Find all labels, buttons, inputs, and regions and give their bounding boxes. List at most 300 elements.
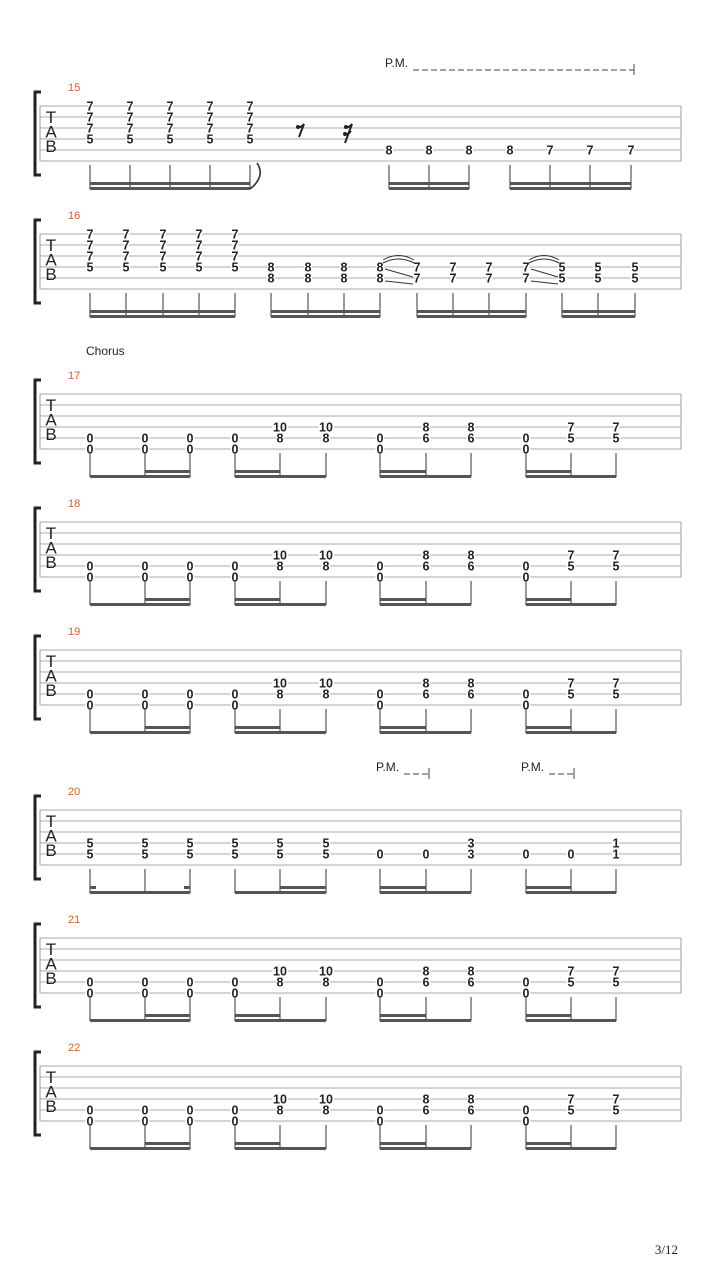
fret-number: 7 [567, 1092, 575, 1107]
beam-secondary [526, 726, 571, 729]
beam [526, 1019, 571, 1022]
fret-number: 5 [141, 847, 149, 862]
fret-number: 8 [467, 676, 475, 691]
fret-number: 5 [558, 260, 566, 275]
fret-number: 0 [186, 431, 194, 446]
fret-number: 8 [322, 1103, 330, 1118]
fret-number: 0 [86, 570, 94, 585]
fret-number: 7 [159, 227, 167, 242]
fret-number: 8 [276, 431, 284, 446]
beam [145, 1147, 190, 1150]
fret-number: 8 [322, 431, 330, 446]
fret-number: 6 [467, 431, 475, 446]
fret-number: 7 [612, 676, 620, 691]
tab-clef-letter: T [45, 1068, 57, 1087]
fret-number: 7 [126, 110, 134, 125]
tie-arc [383, 259, 414, 263]
fret-number: 5 [276, 847, 284, 862]
tab-clef-letter: B [45, 553, 57, 572]
fret-number: 0 [522, 975, 530, 990]
beam-secondary [526, 1014, 571, 1017]
fret-number: 8 [276, 687, 284, 702]
tab-clef-letter: T [45, 940, 57, 959]
beam [510, 187, 631, 190]
fret-number: 7 [413, 260, 421, 275]
fret-number: 7 [159, 238, 167, 253]
fret-number: 7 [449, 271, 457, 286]
tab-system-18 [35, 498, 681, 606]
fret-number: 5 [231, 847, 239, 862]
fret-number: 5 [86, 260, 94, 275]
fret-number: 7 [122, 249, 130, 264]
beam-secondary [235, 1014, 280, 1017]
beam [380, 891, 426, 894]
fret-number: 0 [231, 1114, 239, 1129]
beam [90, 187, 250, 190]
fret-number: 5 [186, 847, 194, 862]
fret-number: 0 [186, 975, 194, 990]
fret-number: 0 [186, 687, 194, 702]
fret-number: 0 [231, 698, 239, 713]
fret-number: 1 [612, 847, 620, 862]
fret-number: 0 [186, 1103, 194, 1118]
fret-number: 0 [86, 431, 94, 446]
fret-number: 7 [86, 110, 94, 125]
tab-clef-letter: A [45, 1082, 57, 1102]
tab-clef-letter: B [45, 265, 57, 284]
tab-clef-letter: A [45, 122, 57, 142]
fret-number: 0 [86, 559, 94, 574]
measure-number: 18 [68, 498, 81, 510]
measure-number: 22 [68, 1042, 81, 1054]
fret-number: 0 [86, 687, 94, 702]
fret-number: 0 [231, 431, 239, 446]
beam [380, 603, 426, 606]
fret-number: 6 [467, 559, 475, 574]
beam-secondary [235, 726, 280, 729]
fret-number: 7 [546, 143, 554, 158]
slide-line [531, 281, 558, 284]
fret-number: 0 [141, 986, 149, 1001]
beam [417, 315, 526, 318]
fret-number: 8 [465, 143, 473, 158]
fret-number: 7 [246, 121, 254, 136]
fret-number: 10 [319, 964, 333, 979]
fret-number: 5 [141, 836, 149, 851]
beam-secondary [510, 182, 631, 185]
fret-number: 7 [612, 420, 620, 435]
fret-number: 0 [141, 431, 149, 446]
fret-number: 0 [231, 559, 239, 574]
fret-number: 0 [522, 570, 530, 585]
fret-number: 0 [376, 570, 384, 585]
fret-number: 0 [231, 442, 239, 457]
fret-number: 0 [522, 431, 530, 446]
fret-number: 7 [231, 249, 239, 264]
fret-number: 7 [567, 420, 575, 435]
fret-number: 5 [612, 559, 620, 574]
fret-number: 5 [567, 975, 575, 990]
fret-number: 8 [467, 1092, 475, 1107]
fret-number: 7 [567, 676, 575, 691]
fret-number: 7 [86, 121, 94, 136]
measure-number: 20 [68, 786, 81, 798]
fret-number: 0 [141, 1114, 149, 1129]
fret-number: 0 [186, 698, 194, 713]
fret-number: 5 [594, 260, 602, 275]
fret-number: 5 [86, 132, 94, 147]
tab-clef-letter: A [45, 410, 57, 430]
fret-number: 7 [195, 227, 203, 242]
fret-number: 7 [231, 227, 239, 242]
beam [90, 315, 235, 318]
section-label: Chorus [86, 344, 125, 358]
tab-clef-letter: T [45, 396, 57, 415]
tab-system-21 [35, 914, 681, 1022]
fret-number: 5 [166, 132, 174, 147]
fret-number: 7 [612, 548, 620, 563]
fret-number: 0 [376, 687, 384, 702]
fret-number: 8 [385, 143, 393, 158]
fret-number: 7 [166, 110, 174, 125]
fret-number: 0 [522, 698, 530, 713]
fret-number: 8 [267, 260, 275, 275]
fret-number: 5 [86, 836, 94, 851]
fret-number: 0 [86, 986, 94, 1001]
fret-number: 5 [612, 1103, 620, 1118]
beam [145, 731, 190, 734]
beam-secondary [380, 1014, 426, 1017]
fret-number: 7 [126, 99, 134, 114]
fret-number: 8 [276, 975, 284, 990]
fret-number: 6 [422, 687, 430, 702]
fret-number: 8 [422, 420, 430, 435]
fret-number: 6 [422, 559, 430, 574]
fret-number: 7 [166, 99, 174, 114]
fret-number: 7 [159, 249, 167, 264]
tab-clef-letter: T [45, 108, 57, 127]
fret-number: 0 [376, 431, 384, 446]
fret-number: 0 [86, 975, 94, 990]
fret-number: 3 [467, 836, 475, 851]
sixteenth-rest-dot [343, 132, 347, 136]
fret-number: 0 [522, 847, 530, 862]
fret-number: 7 [627, 143, 635, 158]
fret-number: 3 [467, 847, 475, 862]
beam-secondary [562, 310, 635, 313]
tab-clef-letter: B [45, 137, 57, 156]
fret-number: 8 [467, 420, 475, 435]
fret-number: 7 [86, 238, 94, 253]
beam-secondary [380, 726, 426, 729]
fret-number: 5 [594, 271, 602, 286]
beam-secondary [380, 598, 426, 601]
fret-number: 0 [231, 570, 239, 585]
fret-number: 10 [319, 1092, 333, 1107]
fret-number: 0 [186, 442, 194, 457]
fret-number: 5 [322, 847, 330, 862]
tab-system-20 [35, 760, 681, 894]
fret-number: 8 [276, 1103, 284, 1118]
beam-secondary [145, 1142, 190, 1145]
fret-number: 5 [126, 132, 134, 147]
fret-number: 7 [522, 271, 530, 286]
tab-clef-letter: A [45, 250, 57, 270]
fret-number: 5 [246, 132, 254, 147]
fret-number: 0 [522, 1103, 530, 1118]
tab-clef-letter: B [45, 841, 57, 860]
fret-number: 6 [467, 687, 475, 702]
fret-number: 0 [522, 442, 530, 457]
fret-number: 10 [273, 1092, 287, 1107]
beam-secondary [526, 1142, 571, 1145]
beam-secondary [145, 726, 190, 729]
tab-clef-letter: A [45, 826, 57, 846]
measure-number: 17 [68, 370, 81, 382]
fret-number: 0 [376, 986, 384, 1001]
fret-number: 0 [376, 698, 384, 713]
fret-number: 8 [467, 548, 475, 563]
fret-number: 5 [195, 260, 203, 275]
beamlet [90, 886, 96, 889]
fret-number: 6 [467, 1103, 475, 1118]
fret-number: 7 [612, 1092, 620, 1107]
fret-number: 5 [558, 271, 566, 286]
fret-number: 7 [586, 143, 594, 158]
beam-secondary [380, 1142, 426, 1145]
fret-number: 0 [141, 687, 149, 702]
beam [235, 603, 280, 606]
slide-line [385, 269, 413, 277]
fret-number: 8 [304, 271, 312, 286]
beam-secondary [90, 310, 235, 313]
fret-number: 5 [322, 836, 330, 851]
fret-number: 8 [276, 559, 284, 574]
fret-number: 7 [485, 271, 493, 286]
beam [271, 315, 380, 318]
fret-number: 7 [612, 964, 620, 979]
fret-number: 0 [86, 1103, 94, 1118]
fret-number: 6 [422, 431, 430, 446]
palm-mute-label: P.M. [385, 56, 409, 70]
fret-number: 7 [449, 260, 457, 275]
fret-number: 8 [422, 964, 430, 979]
fret-number: 8 [422, 676, 430, 691]
fret-number: 0 [141, 975, 149, 990]
fret-number: 6 [467, 975, 475, 990]
fret-number: 7 [122, 227, 130, 242]
beam [526, 603, 571, 606]
fret-number: 7 [195, 238, 203, 253]
page-number: 3/12 [654, 1242, 678, 1257]
fret-number: 5 [86, 847, 94, 862]
fret-number: 5 [159, 260, 167, 275]
beam-secondary [380, 470, 426, 473]
measure-number: 21 [68, 914, 81, 926]
fret-number: 0 [141, 1103, 149, 1118]
tab-clef-letter: B [45, 969, 57, 988]
fret-number: 8 [506, 143, 514, 158]
fret-number: 0 [186, 986, 194, 1001]
beam-secondary [90, 182, 250, 185]
fret-number: 5 [567, 1103, 575, 1118]
beam [235, 731, 280, 734]
beam-secondary [145, 470, 190, 473]
beam [380, 731, 426, 734]
tab-system-17 [35, 344, 681, 478]
fret-number: 0 [86, 442, 94, 457]
tab-clef-letter: B [45, 425, 57, 444]
beam [562, 315, 635, 318]
fret-number: 0 [422, 847, 430, 862]
fret-number: 7 [485, 260, 493, 275]
fret-number: 0 [86, 1114, 94, 1129]
fret-number: 0 [376, 975, 384, 990]
fret-number: 6 [422, 1103, 430, 1118]
tab-system-22 [35, 1042, 681, 1150]
fret-number: 0 [186, 559, 194, 574]
fret-number: 8 [322, 687, 330, 702]
beam [235, 475, 280, 478]
fret-number: 0 [141, 559, 149, 574]
fret-number: 7 [567, 964, 575, 979]
fret-number: 10 [273, 676, 287, 691]
fret-number: 7 [86, 227, 94, 242]
beam [389, 187, 469, 190]
fret-number: 5 [122, 260, 130, 275]
palm-mute-label: P.M. [376, 760, 400, 774]
beamlet [184, 886, 190, 889]
fret-number: 8 [467, 964, 475, 979]
fret-number: 0 [231, 687, 239, 702]
tab-clef-letter: T [45, 236, 57, 255]
fret-number: 5 [186, 836, 194, 851]
fret-number: 0 [376, 559, 384, 574]
fret-number: 7 [413, 271, 421, 286]
fret-number: 6 [422, 975, 430, 990]
fret-number: 5 [612, 975, 620, 990]
fret-number: 8 [322, 559, 330, 574]
fret-number: 0 [141, 698, 149, 713]
fret-number: 8 [376, 260, 384, 275]
tab-clef-letter: A [45, 666, 57, 686]
beam [526, 731, 571, 734]
fret-number: 5 [567, 687, 575, 702]
fret-number: 0 [522, 687, 530, 702]
fret-number: 7 [86, 249, 94, 264]
fret-number: 7 [522, 260, 530, 275]
beam [145, 475, 190, 478]
fret-number: 10 [319, 420, 333, 435]
fret-number: 0 [231, 986, 239, 1001]
fret-number: 7 [246, 99, 254, 114]
eighth-rest-dot [296, 125, 300, 129]
beam-secondary [235, 470, 280, 473]
fret-number: 5 [612, 431, 620, 446]
fret-number: 0 [522, 1114, 530, 1129]
fret-number: 7 [206, 110, 214, 125]
fret-number: 5 [276, 836, 284, 851]
fret-number: 0 [567, 847, 575, 862]
fret-number: 8 [304, 260, 312, 275]
fret-number: 0 [141, 442, 149, 457]
fret-number: 7 [126, 121, 134, 136]
tab-clef-letter: A [45, 538, 57, 558]
fret-number: 5 [631, 271, 639, 286]
fret-number: 10 [273, 964, 287, 979]
tab-clef-letter: B [45, 1097, 57, 1116]
beam [380, 1019, 426, 1022]
beam-secondary [389, 182, 469, 185]
fret-number: 5 [567, 431, 575, 446]
beam [235, 1147, 280, 1150]
fret-number: 0 [522, 986, 530, 1001]
fret-number: 10 [273, 548, 287, 563]
fret-number: 0 [86, 698, 94, 713]
beam-secondary [145, 1014, 190, 1017]
tab-clef-letter: T [45, 524, 57, 543]
beam-secondary [271, 310, 380, 313]
fret-number: 5 [631, 260, 639, 275]
beam-secondary [235, 598, 280, 601]
beam-secondary [526, 886, 571, 889]
fret-number: 10 [319, 676, 333, 691]
tab-clef-letter: T [45, 652, 57, 671]
fret-number: 8 [322, 975, 330, 990]
fret-number: 8 [422, 548, 430, 563]
fret-number: 5 [567, 559, 575, 574]
fret-number: 7 [166, 121, 174, 136]
fret-number: 0 [376, 442, 384, 457]
fret-number: 7 [122, 238, 130, 253]
tab-clef-letter: T [45, 812, 57, 831]
tab-system-16 [35, 210, 681, 318]
fret-number: 5 [231, 836, 239, 851]
beam-secondary [380, 886, 426, 889]
fret-number: 0 [231, 1103, 239, 1118]
fret-number: 5 [231, 260, 239, 275]
beam-secondary [145, 598, 190, 601]
beam [145, 603, 190, 606]
tab-clef-letter: B [45, 681, 57, 700]
fret-number: 8 [422, 1092, 430, 1107]
fret-number: 7 [195, 249, 203, 264]
beam [526, 475, 571, 478]
slide-line [385, 281, 413, 284]
measure-number: 15 [68, 82, 81, 94]
beam-secondary [526, 470, 571, 473]
beam [235, 1019, 280, 1022]
fret-number: 8 [267, 271, 275, 286]
beam [526, 891, 571, 894]
fret-number: 7 [206, 121, 214, 136]
fret-number: 0 [376, 1103, 384, 1118]
fret-number: 0 [186, 1114, 194, 1129]
fret-number: 8 [340, 260, 348, 275]
beam [145, 1019, 190, 1022]
fret-number: 7 [206, 99, 214, 114]
note-flag [250, 163, 260, 189]
fret-number: 7 [567, 548, 575, 563]
slide-line [531, 269, 558, 277]
fret-number: 0 [231, 975, 239, 990]
tie-arc [529, 259, 559, 263]
fret-number: 5 [206, 132, 214, 147]
tab-system-15 [35, 56, 681, 190]
fret-number: 0 [186, 570, 194, 585]
beam [90, 891, 190, 894]
beam-secondary [417, 310, 526, 313]
